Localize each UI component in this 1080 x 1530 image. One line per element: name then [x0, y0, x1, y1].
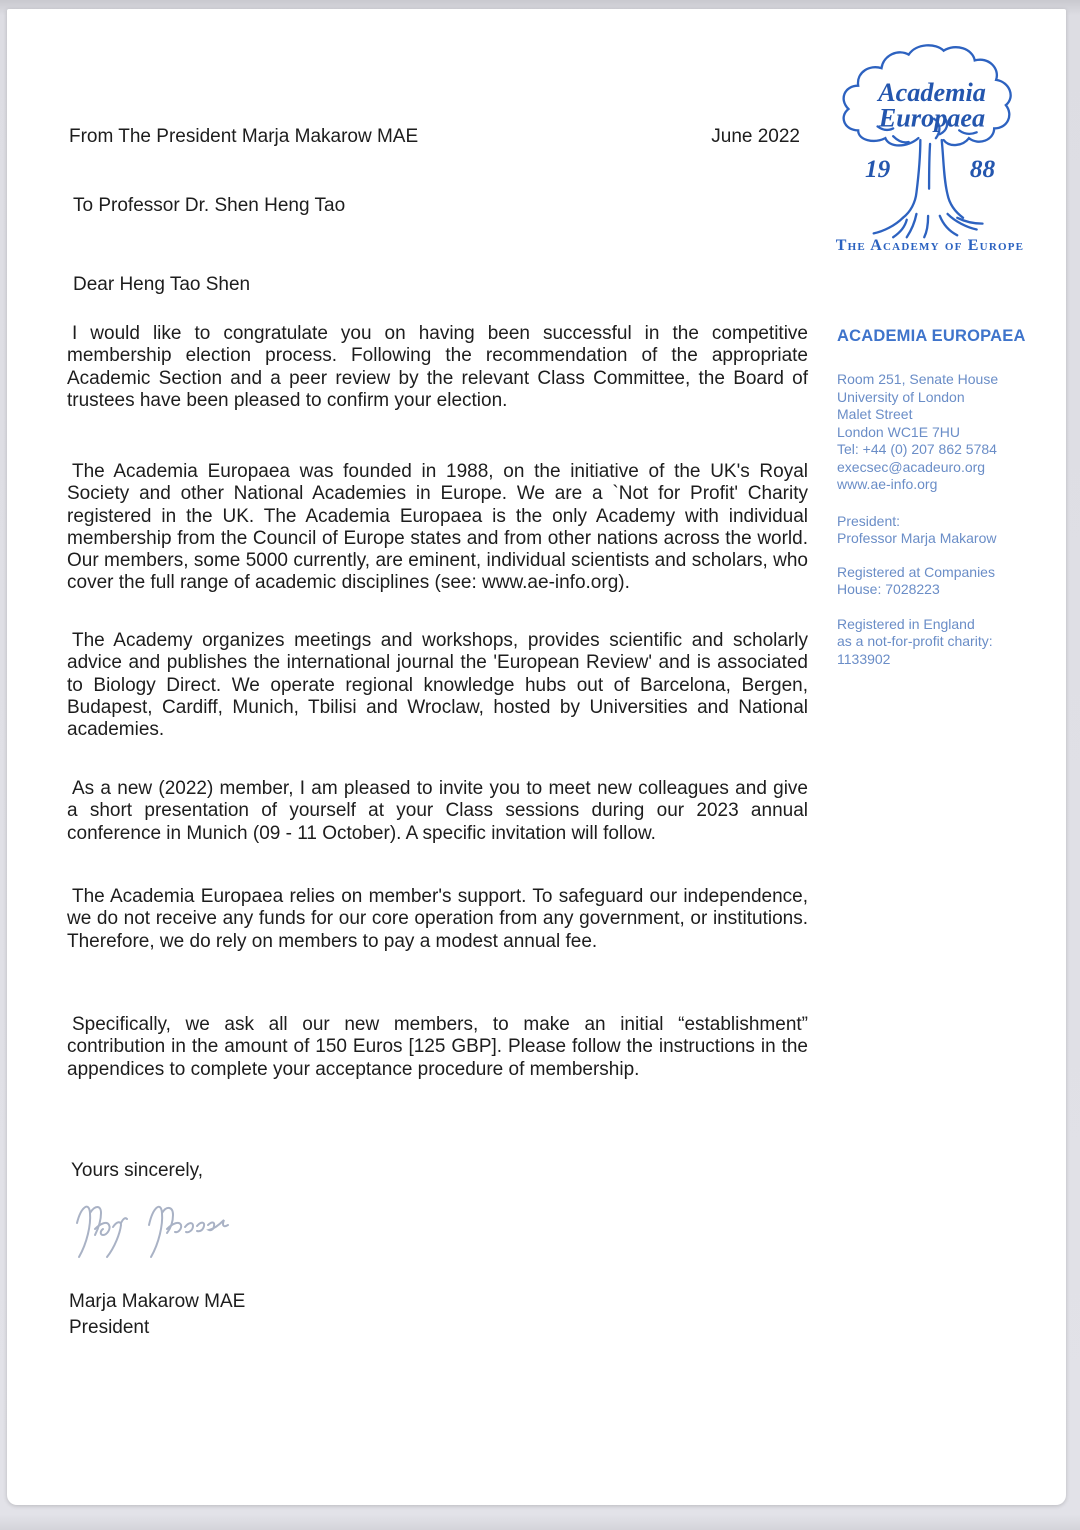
president-label: President: — [837, 512, 901, 529]
registered-charity-line: as a not-for-profit charity: — [837, 633, 993, 649]
address-phone: Tel: +44 (0) 207 862 5784 — [837, 441, 997, 457]
logo-name-line1: Academia — [878, 78, 986, 108]
signer-name: Marja Makarow MAE — [69, 1291, 246, 1312]
sidebar-registered-companies — [837, 564, 1033, 599]
registered-companies-line: House: 7028223 — [837, 581, 940, 597]
signature-strokes-icon — [63, 1185, 263, 1277]
paragraph-contribution: Specifically, we ask all our new members, to make an initial “establishment” contribution in the amount of 150 Euros [125 GBP]. Please follow the instructions in the appendices to complete your acceptance procedure of membership. — [67, 1014, 808, 1080]
signature-image — [63, 1185, 263, 1277]
paragraph-congratulations: I would like to congratulate you on having been successful in the competitive membership election process. Following the recommendation of the appropriate Academic Section and a peer review by the relevant Class Committee, the Board of trustees have been pleased to confirm your election. — [67, 323, 808, 411]
sidebar-address — [837, 371, 1033, 494]
paragraph-about-academia: The Academia Europaea was founded in 1988, on the initiative of the UK's Royal Society and other National Academies in Europe. We are a `Not for Profit' Charity registered in the UK. The Academia Europaea is the only Academy with individual membership from the Council of Europe states and from other nations across the world. Our members, some 5000 currently, are eminent, individual scientists and scholars, who cover the full range of academic disciplines (see: www.ae-info.org). — [67, 461, 808, 594]
address-line: Malet Street — [837, 406, 913, 422]
registered-companies-line: Registered at Companies — [837, 563, 995, 580]
logo-tagline: The Academy of Europe — [835, 237, 1025, 254]
sidebar-contact-block — [837, 327, 1033, 668]
salutation-line: Dear Heng Tao Shen — [73, 274, 251, 295]
president-name: Professor Marja Makarow — [837, 530, 997, 546]
letter-page — [7, 9, 1066, 1505]
logo-year-left: 19 — [864, 155, 891, 183]
paragraph-activities: The Academy organizes meetings and workshops, provides scientific and scholarly advice and publishes the international journal the 'European Review' and is associated to Biology Direct. We operate regional knowledge hubs out of Barcelona, Bergen, Budapest, Cardiff, Munich, Tbilisi and Wroclaw, hosted by Universities and National academies. — [67, 630, 808, 741]
address-line: University of London — [837, 388, 965, 405]
registered-charity-line: 1133902 — [837, 650, 891, 667]
academia-europaea-logo — [827, 41, 1037, 245]
signature-block — [69, 1289, 245, 1341]
logo-year-right: 88 — [969, 155, 996, 183]
logo-tree-icon — [827, 41, 1037, 245]
paragraph-independence: The Academia Europaea relies on member's support. To safeguard our independence, we do not receive any funds for our core operation from any government, or institutions. Therefore, we do rely on members to pay a modest annual fee. — [67, 886, 808, 952]
signer-title: President — [69, 1317, 150, 1338]
paragraph-invitation: As a new (2022) member, I am pleased to invite you to meet new colleagues and give a short presentation of yourself at your Class sessions during our 2023 annual conference in Munich (09 - 11 October). A specific invitation will follow. — [67, 778, 808, 844]
logo-name-line2: Europaea — [878, 103, 986, 133]
sidebar-heading: ACADEMIA EUROPAEA — [837, 327, 1026, 345]
letter-date: June 2022 — [711, 126, 800, 147]
recipient-line: To Professor Dr. Shen Heng Tao — [73, 195, 346, 216]
address-website: www.ae-info.org — [837, 476, 938, 492]
letter-header — [69, 126, 800, 148]
address-line: Room 251, Senate House — [837, 371, 999, 387]
sidebar-president — [837, 513, 1033, 548]
closing-line: Yours sincerely, — [71, 1160, 204, 1181]
address-email: execsec@acadeuro.org — [837, 458, 986, 475]
sidebar-registered-charity — [837, 616, 1033, 669]
from-line: From The President Marja Makarow MAE — [69, 126, 419, 147]
address-line: London WC1E 7HU — [837, 423, 960, 440]
registered-charity-line: Registered in England — [837, 615, 975, 632]
